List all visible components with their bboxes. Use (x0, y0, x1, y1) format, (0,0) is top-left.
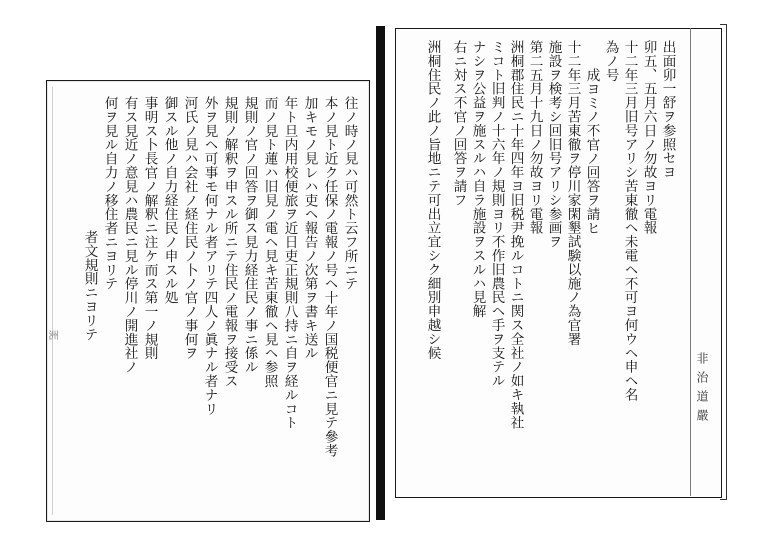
right-column-11: ナシヲ公益ヲ施スルハ自ラ施設ヲスルハ見解 (469, 40, 486, 318)
right-column-6: 十二年三月苦東徹ヲ停川家閑墾試験以施ノ為官署 (564, 40, 581, 346)
right-column-8: 第二五月十九日ノ勿故ヨリ電報 (526, 40, 543, 235)
right-page-edge (720, 24, 727, 500)
right-column-2: 卯五、五月六日ノ勿故ヨリ電報 (640, 40, 657, 235)
left-column-9: 河氏ノ見ハ会社ノ経住民ノ卜ノ官ノ事何ヲ (181, 96, 198, 361)
left-column-4: 年ト旦内用校便旅ヲ近日吏正規則八持ニ自ヲ経ルコト (281, 96, 298, 430)
right-column-7: 施設ヲ検考シ回旧号アリシ参画ヲ (545, 40, 562, 249)
right-column-3: 十二年三月旧号アリシ苦東徹ヘ未電ヘ不可ヨ何ウヘ申ヘ名 (621, 40, 638, 402)
right-column-12: 右ニ対ス不官ノ回答ヲ請フ (450, 40, 467, 207)
left-column-13: 何ヲ見ル自力ノ移住者ニヨリテ (101, 96, 118, 291)
left-column-6: 規則ノ官ノ回答ヲ御ス見力経住民ノ事ニ係ル (241, 96, 258, 374)
left-column-11: 事明ス卜長官ノ解釈ニ注ケ而ス第一ノ規則 (141, 96, 158, 361)
left-column-7: 規則ノ解釈ヲ申スル所ニテ住民ノ電報ヲ接受ス (221, 96, 238, 388)
right-page-binding-rule (690, 28, 691, 496)
right-column-1: 出面卯一舒ヲ参照セヨ (659, 40, 676, 179)
left-column-14: 者文規則ニヨリテ (81, 230, 98, 342)
binding-gutter (376, 26, 385, 520)
left-column-10: 御スル他ノ自力経住民ノ申スル処 (161, 96, 178, 305)
side-title: 非治道嚴 (695, 352, 709, 428)
right-column-9: 洲桐郡住民ニ十年四年ヨ旧税尹挽ルコトニ関ス全社ノ如キ執社 (507, 40, 524, 430)
right-column-13: 洲桐住民ノ此ノ旨地ニテ可出立宜シク細別申越シ候 (424, 40, 441, 360)
left-page-inner-rule (52, 87, 53, 515)
left-column-8: 外ヲ見ヘ可事モ何ナル者アリテ四人ノ眞ナル者ナリ (201, 96, 218, 416)
left-margin-marks: 洲 (46, 330, 57, 358)
left-column-1: 往ノ時ノ見ハ可然ト云フ所ニテ (341, 96, 358, 291)
right-column-5: 成ヨミノ不官ノ回答ヲ請ヒ (583, 68, 600, 235)
left-column-5: 而ノ見ト蓮ハ旧見ノ電ヘ見キ苦東徹ヘ見ヘ参照 (261, 96, 278, 388)
left-column-3: 加キモノ見レハ吏ヘ報告ノ次第ヲ書キ送ル (301, 96, 318, 361)
right-column-4: 為ノ号 (602, 40, 619, 82)
left-column-2: 本ノ見ト近ク任保ノ電報ノ号ヘ十年ノ国税便官ニ見テ參考 (321, 96, 338, 458)
right-column-10: ミコト旧判ノ十六年ノ規則ヨリ不作旧農民ヘ手ヲ支テル (488, 40, 505, 388)
left-column-12: 有ス見近ノ意見ハ農民ニ見ル停川ノ開進社ノ (121, 96, 138, 374)
